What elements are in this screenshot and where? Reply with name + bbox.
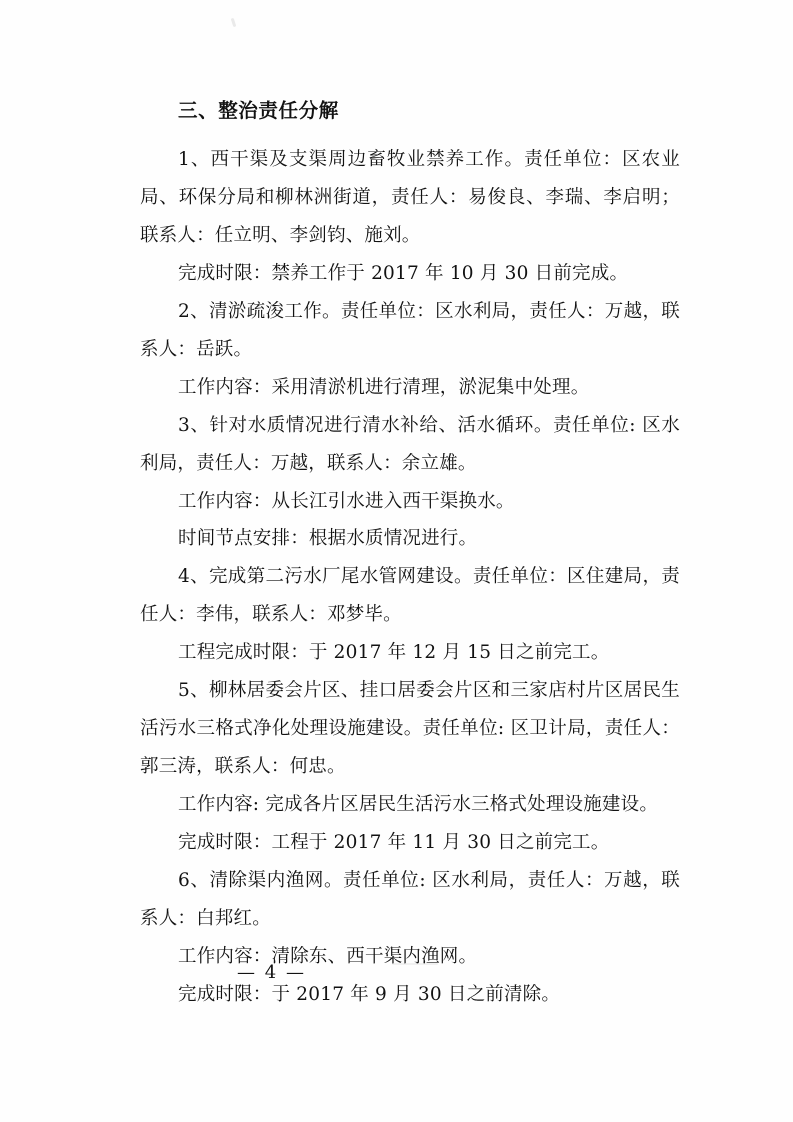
paragraph-13: 6、清除渠内渔网。责任单位: 区水利局，责任人：万越，联系人：白邦红。 xyxy=(140,869,680,929)
paragraph-8: 4、完成第二污水厂尾水管网建设。责任单位：区住建局，责任人：李伟，联系人：邓梦毕。 xyxy=(140,566,680,626)
paragraph-11: 工作内容: 完成各片区居民生活污水三格式处理设施建设。 xyxy=(178,793,659,815)
page-number: — 4 — xyxy=(237,962,306,983)
page-footer xyxy=(0,962,793,983)
paragraph-15: 完成时限：于 2017 年 9 月 30 日之前清除。 xyxy=(178,983,561,1005)
paragraph-1: 1、西干渠及支渠周边畜牧业禁养工作。责任单位：区农业局、环保分局和柳林洲街道，责任人：易俊良、李瑞、李启明；联系人：任立明、李剑钧、施刘。 xyxy=(140,149,680,247)
document-body xyxy=(140,96,680,1013)
paragraph-5: 3、针对水质情况进行清水补给、活水循环。责任单位: 区水利局，责任人：万越，联系人：余立雄。 xyxy=(140,414,680,474)
paragraph-10: 5、柳林居委会片区、挂口居委会片区和三家店村片区居民生活污水三格式净化处理设施建设。责任单位: 区卫计局，责任人：郭三涛，联系人：何忠。 xyxy=(140,680,680,777)
paragraph-3: 2、清淤疏浚工作。责任单位：区水利局，责任人：万越，联系人：岳跃。 xyxy=(140,300,680,360)
paragraph-6: 工作内容：从长江引水进入西干渠换水。 xyxy=(178,490,515,512)
paragraph-9: 工程完成时限：于 2017 年 12 月 15 日之前完工。 xyxy=(178,642,610,664)
section-heading: 三、整治责任分解 xyxy=(178,99,339,122)
paragraph-12: 完成时限：工程于 2017 年 11 月 30 日之前完工。 xyxy=(178,831,610,853)
scan-artifact-mark xyxy=(231,18,237,27)
paragraph-2: 完成时限：禁养工作于 2017 年 10 月 30 日前完成。 xyxy=(178,263,629,285)
paragraph-4: 工作内容：采用清淤机进行清理，淤泥集中处理。 xyxy=(178,376,590,398)
paragraph-7: 时间节点安排：根据水质情况进行。 xyxy=(178,528,478,550)
paragraph-14: 工作内容：清除东、西干渠内渔网。 xyxy=(178,945,478,967)
